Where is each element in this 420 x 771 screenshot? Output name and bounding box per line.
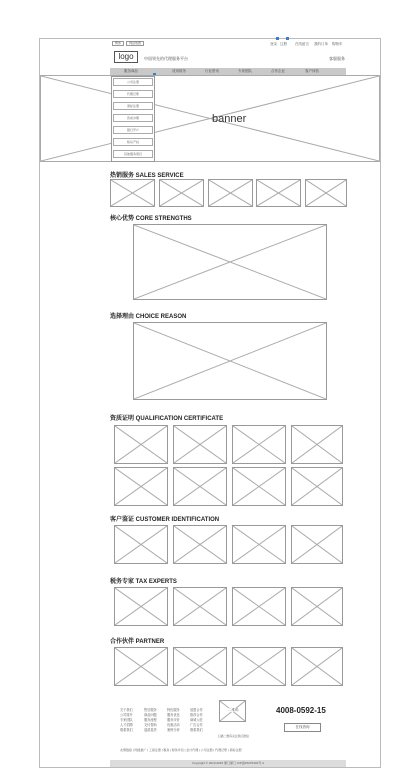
footer-link[interactable]: 支付帮助: [144, 723, 157, 727]
footer-link[interactable]: 加盟合作: [190, 708, 203, 712]
certificate-image[interactable]: [173, 425, 227, 464]
register-link[interactable]: 注册: [280, 42, 287, 46]
sales-service-image[interactable]: [208, 179, 253, 207]
category-item[interactable]: 公司注册: [113, 78, 153, 86]
sales-service-image[interactable]: [110, 179, 155, 207]
certificate-image[interactable]: [291, 425, 343, 464]
certificate-image[interactable]: [232, 425, 286, 464]
category-item[interactable]: 银行开户: [113, 126, 153, 134]
section-title-customer: 客户鉴证 CUSTOMER IDENTIFICATION: [110, 517, 220, 523]
nav-item-news[interactable]: 行业资讯: [205, 69, 219, 73]
footer-link[interactable]: 推荐合作: [190, 713, 203, 717]
tax-expert-image[interactable]: [232, 587, 286, 626]
customer-image[interactable]: [232, 525, 286, 564]
nav-item-experts[interactable]: 专家团队: [238, 69, 252, 73]
customer-image[interactable]: [114, 525, 168, 564]
tax-expert-image[interactable]: [114, 587, 168, 626]
footer-link[interactable]: 商城入驻: [190, 718, 203, 722]
tax-expert-image[interactable]: [291, 587, 343, 626]
nav-item-experience[interactable]: 客户体验: [305, 69, 319, 73]
footer-link[interactable]: 专家团队: [120, 718, 133, 722]
notification-icon: [276, 37, 279, 40]
category-item[interactable]: 代理记账: [113, 90, 153, 98]
friend-links[interactable]: 友情链接 | 网络推广 | 工商注册 | 税务 | 财务外包 | 会计代理 | 公司注册 | 代理记账 | 商标注册: [120, 748, 242, 752]
category-item[interactable]: 商标注册: [113, 102, 153, 110]
footer-link[interactable]: 售后服务: [144, 708, 157, 712]
footer-link[interactable]: 人才招聘: [120, 723, 133, 727]
consult-button[interactable]: 在线咨询: [284, 723, 321, 732]
section-title-core: 核心优势 CORE STRENGTHS: [110, 216, 192, 222]
footer-link[interactable]: 广告合作: [190, 723, 203, 727]
slogan: 中国领先的代理服务平台: [144, 56, 188, 61]
orders-link[interactable]: 我的订单: [314, 42, 328, 46]
service-link[interactable]: 客服服务: [329, 56, 345, 61]
notification-icon: [286, 37, 289, 40]
message-link[interactable]: 在线留言: [295, 42, 309, 46]
nav-item-products[interactable]: 服务商品: [124, 69, 138, 73]
banner-label: banner: [212, 113, 247, 125]
footer-link[interactable]: 关于我们: [120, 708, 133, 712]
footer-link[interactable]: 服务流程: [144, 718, 157, 722]
nav-item-finance[interactable]: 适用财务: [172, 69, 186, 73]
certificate-image[interactable]: [291, 467, 343, 506]
certificate-image[interactable]: [114, 467, 168, 506]
phone-number: 4008-0592-15: [276, 706, 326, 715]
category-item[interactable]: 知识产权: [113, 138, 153, 146]
tax-expert-image[interactable]: [173, 587, 227, 626]
banner[interactable]: [40, 75, 380, 162]
qr-caption: 扫描二维码关注我们微信: [218, 734, 249, 738]
sitemap-link[interactable]: 网站地图: [126, 41, 144, 46]
footer-link[interactable]: 联系我们: [190, 728, 203, 732]
customer-image[interactable]: [291, 525, 343, 564]
section-title-choice: 选择理由 CHOICE REASON: [110, 314, 187, 320]
section-title-partner: 合作伙伴 PARTNER: [110, 639, 165, 645]
partner-logo[interactable]: [232, 647, 286, 686]
partner-logo[interactable]: [173, 647, 227, 686]
footer-link[interactable]: 优惠活动: [167, 723, 180, 727]
footer-link[interactable]: 商品问题: [144, 713, 157, 717]
footer-link[interactable]: 服务评价: [167, 718, 180, 722]
section-title-tax: 税务专家 TAX EXPERTS: [110, 579, 177, 585]
certificate-image[interactable]: [173, 467, 227, 506]
certificate-image[interactable]: [114, 425, 168, 464]
category-item[interactable]: 资质办理: [113, 114, 153, 122]
footer-link[interactable]: 服务优化: [167, 713, 180, 717]
login-link[interactable]: 登录: [270, 42, 277, 46]
section-title-qualification: 资质证明 QUALIFICATION CERTIFICATE: [110, 416, 224, 422]
partner-logo[interactable]: [291, 647, 343, 686]
footer-link[interactable]: 联系我们: [120, 728, 133, 732]
customer-image[interactable]: [173, 525, 227, 564]
category-item[interactable]: 其他服务项目: [113, 150, 153, 158]
cart-link[interactable]: 购物车: [332, 42, 343, 46]
sales-service-image[interactable]: [305, 179, 347, 207]
traditional-link[interactable]: 繁体: [112, 41, 124, 46]
partner-logo[interactable]: [114, 647, 168, 686]
footer-link[interactable]: 特色服务: [167, 708, 180, 712]
qr-label: 二维码: [228, 708, 239, 712]
core-strengths-image[interactable]: [133, 224, 327, 300]
copyright: Copyright © 2013-2015 厦门厦门 ICP备15076334号-4: [110, 760, 346, 767]
sales-service-image[interactable]: [159, 179, 204, 207]
choice-reason-image[interactable]: [133, 322, 327, 400]
sales-service-image[interactable]: [256, 179, 301, 207]
section-title-sales: 热销服务 SALES SERVICE: [110, 173, 184, 179]
certificate-image[interactable]: [232, 467, 286, 506]
footer-link[interactable]: 案例分析: [167, 728, 180, 732]
footer-link[interactable]: 退款退货: [144, 728, 157, 732]
nav-item-partners[interactable]: 合作企业: [271, 69, 285, 73]
footer-link[interactable]: 公司简介: [120, 713, 133, 717]
logo[interactable]: logo: [114, 51, 138, 63]
